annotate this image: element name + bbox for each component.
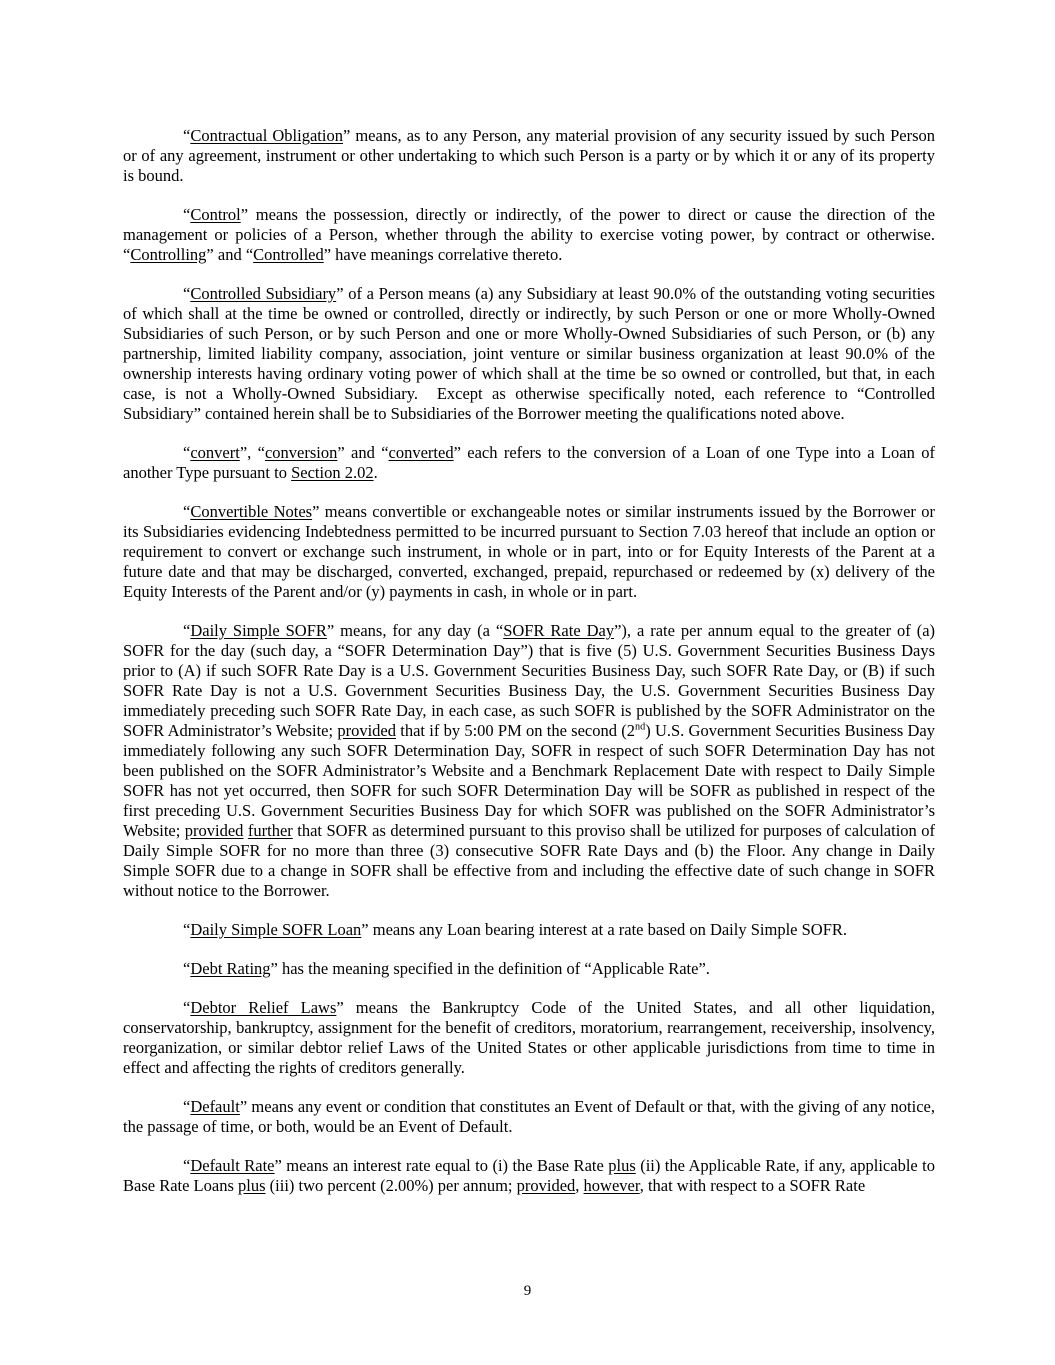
- paragraph: [123, 1156, 935, 1196]
- body-text: ” has the meaning specified in the definition of “Applicable Rate”.: [270, 959, 710, 978]
- paragraph: [123, 126, 935, 186]
- defined-term: Controlled: [253, 245, 324, 264]
- paragraph: [123, 205, 935, 265]
- body-text: ” and “: [206, 245, 254, 264]
- paragraph: [123, 621, 935, 901]
- paragraph: [123, 959, 935, 979]
- body-text: ” each refers to the conversion of a Loan of one Type into a Loan of another Type pursuant to: [123, 443, 935, 482]
- body-text: “: [183, 998, 191, 1017]
- paragraph: [123, 1097, 935, 1137]
- body-text: that SOFR as determined pursuant to this proviso shall be utilized for purposes of calculation of Daily Simple SOFR for no more than three (3) consecutive SOFR Rate Days and (b) the Floor. Any change in Daily Simple SOFR due to a change in SOFR shall be effective from and including the effective date of such change in SOFR without notice to the Borrower.: [123, 821, 935, 900]
- body-text: “: [183, 126, 191, 145]
- body-text: ” means, for any day (a “: [326, 621, 504, 640]
- paragraph: [123, 998, 935, 1078]
- body-text: ” means the Bankruptcy Code of the United States, and all other liquidation, conservatorship, bankruptcy, assignment for the benefit of creditors, moratorium, rearrangement, receivership, insolvency, reorganization, or similar debtor relief Laws of the United States or other applicable jurisdictions from time to time in effect and affecting the rights of creditors generally.: [123, 998, 935, 1077]
- defined-term: provided: [516, 1176, 576, 1195]
- defined-term: Debt Rating: [190, 959, 271, 978]
- paragraph: [123, 920, 935, 940]
- defined-term: plus: [238, 1176, 266, 1195]
- defined-term: Debtor Relief Laws: [190, 998, 337, 1017]
- body-text: “: [183, 443, 191, 462]
- defined-term: Daily Simple SOFR Loan: [190, 920, 362, 939]
- defined-term: Convertible Notes: [190, 502, 313, 521]
- body-text: .: [373, 463, 378, 482]
- body-text: “: [183, 502, 191, 521]
- defined-term: Daily Simple SOFR: [190, 621, 327, 640]
- body-text: that if by 5:00 PM on the second (2: [396, 721, 635, 740]
- body-text: “: [183, 920, 191, 939]
- body-text: ”, “: [239, 443, 265, 462]
- body-text: ,: [575, 1176, 584, 1195]
- page-number: 9: [523, 1283, 532, 1299]
- body-text: ” means the possession, directly or indirectly, of the power to direct or cause the direction of the management or policies of a Person, whether through the ability to exercise voting power, by contract or otherwise. “: [123, 205, 935, 264]
- body-text: ” have meanings correlative thereto.: [323, 245, 563, 264]
- superscript-text: nd: [634, 721, 646, 733]
- defined-term: however: [583, 1176, 640, 1195]
- defined-term: plus: [608, 1156, 636, 1175]
- paragraph: [123, 502, 935, 602]
- defined-term: conversion: [264, 443, 338, 462]
- body-text: “: [183, 205, 191, 224]
- body-text: ” means any event or condition that constitutes an Event of Default or that, with the giving of any notice, the passage of time, or both, would be an Event of Default.: [123, 1097, 935, 1136]
- defined-term: provided: [337, 721, 396, 740]
- body-text: , that with respect to a SOFR Rate: [639, 1176, 866, 1195]
- body-text: (iii) two percent (2.00%) per annum;: [265, 1176, 517, 1195]
- defined-term: Controlled Subsidiary: [190, 284, 337, 303]
- defined-term: Contractual Obligation: [190, 126, 343, 145]
- body-text: ” of a Person means (a) any Subsidiary at least 90.0% of the outstanding voting securities of which shall at the time be owned or controlled, directly or indirectly, by such Person or one or more Wholly-Owned Subsidiaries of such Person, or by such Person and one or more Wholly-Owned Subsidiaries of such Person, or (b) any partnership, limited liability company, association, joint venture or similar business organization at least 90.0% of the ownership interests having ordinary voting power of which shall at the time be so owned or controlled, but that, in each case, is not a Wholly-Owned Subsidiary. Except as otherwise specifically noted, each reference to “Controlled Subsidiary” contained herein shall be to Subsidiaries of the Borrower meeting the qualifications noted above.: [123, 284, 935, 423]
- body-text: ” means convertible or exchangeable notes or similar instruments issued by the Borrower or its Subsidiaries evidencing Indebtedness permitted to be incurred pursuant to Section 7.03 hereof that include an option or requirement to convert or exchange such instrument, in whole or in part, into or for Equity Interests of the Parent at a future date and that may be discharged, converted, exchanged, prepaid, repurchased or redeemed by (x) delivery of the Equity Interests of the Parent and/or (y) payments in cash, in whole or in part.: [123, 502, 935, 601]
- defined-term: Controlling: [130, 245, 207, 264]
- defined-term: converted: [388, 443, 454, 462]
- defined-term: Control: [190, 205, 241, 224]
- body-text: (ii) the Applicable Rate, if any, applicable to Base Rate Loans: [123, 1156, 936, 1195]
- paragraph: [123, 443, 935, 483]
- body-text: ” and “: [337, 443, 389, 462]
- defined-term: further: [247, 821, 293, 840]
- body-text: “: [183, 284, 191, 303]
- body-text: ) U.S. Government Securities Business Day immediately following any such SOFR Determination Day, SOFR in respect of such SOFR Determination Day has not been published on the SOFR Administrator’s Website and a Benchmark Replacement Date with respect to Daily Simple SOFR has not yet occurred, then SOFR for such SOFR Determination Day will be SOFR as published in respect of the first preceding U.S. Government Securities Business Day for which SOFR was published on the SOFR Administrator’s Website;: [123, 721, 936, 840]
- body-text: ” means any Loan bearing interest at a rate based on Daily Simple SOFR.: [361, 920, 847, 939]
- defined-term: Default: [190, 1097, 240, 1116]
- defined-term: SOFR Rate Day: [503, 621, 615, 640]
- defined-term: Default Rate: [190, 1156, 275, 1175]
- body-text: ”), a rate per annum equal to the greater of (a) SOFR for the day (such day, a “SOFR Determination Day”) that is five (5) U.S. Government Securities Business Days prior to (A) if such SOFR Rate Day is a U.S. Government Securities Business Day, such SOFR Rate Day, or (B) if such SOFR Rate Day is not a U.S. Government Securities Business Day, the U.S. Government Securities Business Day immediately preceding such SOFR Rate Day, in each case, as such SOFR is published by the SOFR Administrator on the SOFR Administrator’s Website;: [123, 621, 936, 740]
- body-text: “: [183, 621, 191, 640]
- document-body: [123, 126, 935, 1215]
- body-text: ” means, as to any Person, any material provision of any security issued by such Person or of any agreement, instrument or other undertaking to which such Person is a party or by which it or any of its property is bound.: [123, 126, 935, 185]
- body-text: “: [183, 1156, 191, 1175]
- body-text: ” means an interest rate equal to (i) the Base Rate: [274, 1156, 609, 1175]
- defined-term: provided: [184, 821, 244, 840]
- body-text: “: [183, 959, 191, 978]
- defined-term: convert: [190, 443, 240, 462]
- body-text: “: [183, 1097, 191, 1116]
- paragraph: [123, 284, 935, 424]
- defined-term: Section 2.02: [291, 463, 374, 482]
